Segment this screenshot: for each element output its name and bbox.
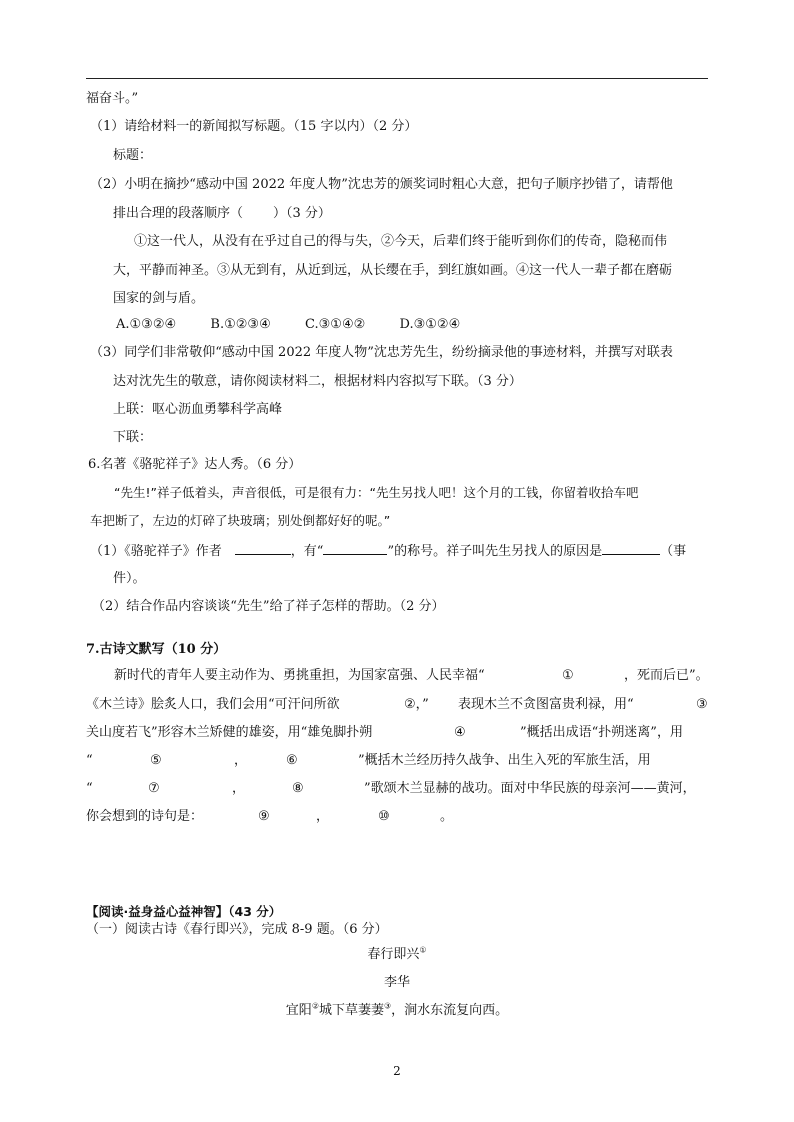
q7-l5-end: ”歌颂木兰显赫的战功。面对中华民族的母亲河——黄河， [364, 781, 696, 796]
q7-l1-end: ，死而后已”。 [624, 668, 709, 683]
q7-l3-text: 关山度若飞”形容木兰矫健的雄姿，用“雄兔脚扑朔 [86, 725, 373, 740]
header-rule [86, 78, 708, 79]
q5-3-upper-couplet: 上联：呕心沥血勇攀科学高峰 [113, 402, 283, 417]
author-blank[interactable] [235, 541, 291, 555]
page-number: 2 [393, 1064, 401, 1078]
reading-section-header: 【阅读·益身益心益神智】（43 分） [86, 904, 282, 919]
q5-2-order-text: 排出合理的段落顺序（ [113, 206, 244, 221]
q5-1-title-label: 标题： [113, 148, 153, 163]
option-d[interactable]: D.③①②④ [399, 317, 461, 332]
q7-l4-end: ”概括木兰经历持久战争、出生入死的军旅生活，用 [358, 753, 651, 768]
q7-title: 7.古诗文默写（10 分） [86, 642, 227, 657]
q5-material-end: 福奋斗。” [86, 91, 139, 106]
blank-marker-9[interactable]: ⑨ [258, 809, 270, 824]
blank-marker-3[interactable]: ③ [696, 697, 708, 712]
blank-marker-1[interactable]: ① [562, 668, 574, 683]
q7-l2-mid: 表现木兰不贪图富贵利禄，用“ [458, 697, 634, 712]
poem-note-2: ② [311, 1001, 319, 1011]
q7-l6-comma: ， [316, 809, 330, 824]
reading-subsection: （一）阅读古诗《春行即兴》，完成 8-9 题。（6 分） [86, 922, 388, 937]
q6-1-question-cont: 件）。 [113, 571, 146, 586]
q5-2-sentences-1: ①这一代人，从没有在乎过自己的得与失，②今天，后辈们终于能听到你们的传奇，隐秘而伟 [134, 234, 668, 249]
q5-3-question: （3）同学们非常敬仰“感动中国 2022 年度人物”沈忠芳先生，纷纷摘录他的事迹材料，并撰写对联表 [90, 345, 673, 360]
reason-blank[interactable] [602, 541, 660, 555]
q6-1-title-text: ，有“ [290, 544, 324, 559]
q5-2-sentences-3: 国家的剑与盾。 [113, 291, 205, 306]
q6-quote-1: “先生!”祥子低着头，声音很低，可是很有力：“先生另找人吧！这个月的工钱，你留着收拾车吧 [114, 485, 639, 500]
poem-l1-a: 宜阳 [285, 1003, 312, 1018]
blank-marker-2[interactable]: ②，” [404, 697, 429, 712]
poem-note-3: ③ [384, 1001, 392, 1011]
q7-line-6 [86, 808, 708, 826]
poem-author: 李华 [383, 975, 410, 990]
q5-2-question-cont [113, 205, 331, 223]
blank-marker-7[interactable]: ⑦ [148, 781, 160, 796]
q7-line-4 [86, 752, 708, 770]
q7-line-2 [86, 696, 708, 714]
q6-title: 6.名著《骆驼祥子》达人秀。（6 分） [88, 457, 302, 472]
q7-l6-text: 你会想到的诗句是： [86, 809, 204, 824]
q5-2-score: ）（3 分） [273, 206, 331, 221]
q6-1-reason-text: ”的称号。祥子叫先生另找人的原因是 [387, 544, 603, 559]
poem-line-1 [0, 1002, 794, 1020]
blank-marker-10[interactable]: ⑩ [378, 809, 390, 824]
title-blank[interactable] [323, 541, 387, 555]
q7-l5-comma: ， [232, 781, 246, 796]
q6-1-question [90, 541, 686, 561]
q7-l4-comma: ， [234, 753, 248, 768]
q5-3-question-cont: 达对沈先生的敬意，请你阅读材料二，根据材料内容拟写下联。（3 分） [113, 374, 522, 389]
q6-1-event-text: （事 [660, 544, 687, 559]
q7-l1-text: 新时代的青年人要主动作为、勇挑重担，为国家富强、人民幸福“ [114, 668, 485, 683]
q7-line-3 [86, 724, 708, 742]
q6-quote-2: 车把断了，左边的灯碎了块玻璃；别处倒都好好的呢。” [90, 513, 391, 528]
q6-1-author-text: （1）《骆驼祥子》作者 [90, 544, 235, 559]
q7-line-1 [114, 667, 708, 685]
blank-marker-5[interactable]: ⑤ [150, 753, 162, 768]
poem-title-text: 春行即兴 [367, 947, 420, 962]
q5-3-lower-couplet-label: 下联： [113, 430, 153, 445]
q5-2-question: （2）小明在摘抄“感动中国 2022 年度人物”沈忠芳的颁奖词时粗心大意，把句子顺序抄错了，请帮他 [90, 177, 673, 192]
option-c[interactable]: C.③①④② [305, 317, 366, 332]
q7-l4-open: “ [86, 753, 93, 768]
blank-marker-4[interactable]: ④ [454, 725, 466, 740]
q7-l3-end: ”概括出成语“扑朔迷离”，用 [520, 725, 683, 740]
poem-title [0, 946, 794, 964]
q5-1-question: （1）请给材料一的新闻拟写标题。（15 字以内）（2 分） [90, 119, 418, 134]
q7-line-5 [86, 780, 708, 798]
q5-2-sentences-2: 大，平静而神圣。③从无到有，从近到远，从长缨在手，到红旗如画。④这一代人一辈子都在磨砺 [113, 263, 673, 278]
poem-l1-c: ，涧水东流复向西。 [391, 1003, 509, 1018]
q5-2-options [116, 316, 460, 334]
poem-l1-b: 城下草萋萋 [318, 1003, 384, 1018]
q6-2-question: （2）结合作品内容谈谈“先生”给了祥子怎样的帮助。（2 分） [92, 599, 445, 614]
blank-marker-8[interactable]: ⑧ [292, 781, 304, 796]
q7-l6-end: 。 [440, 809, 454, 824]
q7-l5-open: “ [86, 781, 93, 796]
poem-title-note: ① [419, 945, 427, 955]
option-a[interactable]: A.①③②④ [116, 317, 177, 332]
blank-marker-6[interactable]: ⑥ [286, 753, 298, 768]
q7-l2-text: 《木兰诗》脍炙人口，我们会用“可汗问所欲 [86, 697, 340, 712]
option-b[interactable]: B.①②③④ [210, 317, 271, 332]
